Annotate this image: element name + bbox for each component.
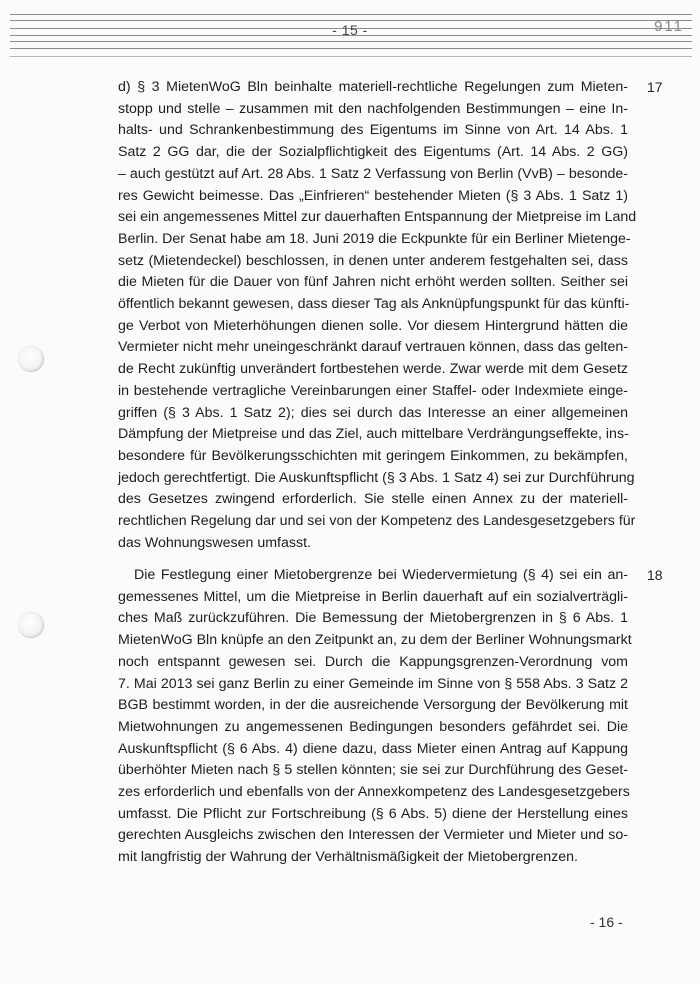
text-line: Vermieter nicht mehr uneingeschränkt darauf vertrauen können, dass das gelten- <box>118 339 628 356</box>
text-line: jedoch gerechtfertigt. Die Auskunftspflicht (§ 3 Abs. 1 Satz 4) sei zur Durchführung <box>118 469 635 486</box>
header-rule <box>10 41 692 42</box>
text-line: in bestehende vertragliche Vereinbarungen einer Staffel- oder Indexmiete einge- <box>118 382 628 399</box>
header-rule <box>10 14 692 15</box>
text-line: noch entspannt gewesen sei. Durch die Kappungsgrenzen-Verordnung vom <box>118 653 628 670</box>
text-line: des Gesetzes zwingend erforderlich. Sie stelle einen Annex zu der materiell- <box>118 491 628 508</box>
text-line: ge Verbot von Mieterhöhungen dienen solle. Vor diesem Hintergrund hätten die <box>118 317 628 334</box>
page-number-bottom: - 16 - <box>590 914 623 930</box>
text-line: öffentlich bekannt gewesen, dass dieser Tag als Anknüpfungspunkt für das künfti- <box>118 296 630 313</box>
text-line: Berlin. Der Senat habe am 18. Juni 2019 die Eckpunkte für ein Berliner Mietenge- <box>118 230 631 247</box>
text-line: setz (Mietendeckel) beschlossen, in denen unter anderem festgehalten sei, dass <box>118 252 628 269</box>
text-line: BGB bestimmt worden, in der die ausreichende Versorgung der Bevölkerung mit <box>118 697 628 714</box>
header-rule <box>10 20 692 21</box>
header-rule <box>10 56 692 57</box>
punch-hole-icon <box>18 346 44 372</box>
text-line: Satz 2 GG dar, die der Sozialpflichtigkeit des Eigentums (Art. 14 Abs. 2 GG) <box>118 144 628 161</box>
text-line: sei ein angemessenes Mittel zur dauerhaften Entspannung der Mietpreise im Land <box>118 209 637 226</box>
text-line: halts- und Schrankenbestimmung des Eigentums im Sinne von Art. 14 Abs. 1 <box>118 122 628 139</box>
text-line: rechtlichen Regelung dar und sei von der Kompetenz des Landesgesetzgebers für <box>118 513 636 530</box>
text-line: d) § 3 MietenWoG Bln beinhalte materiell-rechtliche Regelungen zum Mieten- <box>118 79 628 95</box>
text-line: 7. Mai 2013 sei ganz Berlin zu einer Gemeinde im Sinne von § 558 Abs. 3 Satz 2 <box>118 675 628 692</box>
text-line: umfasst. Die Pflicht zur Fortschreibung (§ 6 Abs. 5) diene der Herstellung eines <box>118 805 628 822</box>
header-rule <box>10 48 692 49</box>
text-line: griffen (§ 3 Abs. 1 Satz 2); dies sei durch das Interesse an einer allgemeinen <box>118 404 628 421</box>
text-line: – auch gestützt auf Art. 28 Abs. 1 Satz 2 Verfassung von Berlin (VvB) – besonde- <box>118 165 628 182</box>
text-line: die Mieten für die Dauer von fünf Jahren nicht erhöht werden sollten. Seither sei <box>118 274 628 291</box>
text-line: Mietwohnungen zu angemessenen Bedingungen besonders gefährdet sei. Die <box>118 718 628 735</box>
text-line: de Recht zukünftig unverändert fortbestehen werde. Zwar werde mit dem Gesetz <box>118 361 628 378</box>
text-line: überhöhter Mieten nach § 5 stellen könnten; sie sei zur Durchführung des Geset- <box>118 762 628 779</box>
text-line: zes erforderlich und ebenfalls von der Annexkompetenz des Landesgesetzgebers <box>118 784 630 801</box>
text-line: Die Festlegung einer Mietobergrenze bei Wiedervermietung (§ 4) sei ein an- <box>134 567 628 583</box>
page-header <box>0 0 700 64</box>
text-line: besondere für Bevölkerungsschichten mit geringem Einkommen, zu bekämpfen, <box>118 447 628 464</box>
text-line: gemessenes Mittel, um die Mietpreise in Berlin dauerhaft auf ein sozialverträgli- <box>118 588 628 605</box>
stamp-number: 911 <box>654 18 684 35</box>
text-line: das Wohnungswesen umfasst. <box>118 534 311 551</box>
page-number-top: - 15 - <box>332 22 368 38</box>
text-line: stopp und stelle – zusammen mit den nachfolgenden Bestimmungen – eine In- <box>118 100 628 117</box>
text-line: MietenWoG Bln knüpfe an den Zeitpunkt an, zu dem der Berliner Wohnungsmarkt <box>118 632 632 649</box>
text-line: ches Maß zurückzuführen. Die Bemessung der Mietobergrenzen in § 6 Abs. 1 <box>118 610 628 627</box>
text-line: mit langfristig der Wahrung der Verhältnismäßigkeit der Mietobergrenzen. <box>118 849 578 866</box>
text-line: Dämpfung der Mietpreise und das Ziel, auch mittelbare Verdrängungseffekte, ins- <box>118 426 629 443</box>
paragraph-18 <box>118 565 632 869</box>
margin-number: 17 <box>647 79 663 95</box>
text-line: Auskunftspflicht (§ 6 Abs. 4) diene dazu, dass Mieter einen Antrag auf Kappung <box>118 740 628 757</box>
margin-number: 18 <box>647 567 663 583</box>
paragraph-17 <box>118 77 637 554</box>
punch-hole-icon <box>18 612 44 638</box>
text-line: gerechten Ausgleichs zwischen den Interessen der Vermieter und Mieter und so- <box>118 827 628 844</box>
text-line: res Gewicht beimesse. Das „Einfrieren“ bestehender Mieten (§ 3 Abs. 1 Satz 1) <box>118 187 628 204</box>
